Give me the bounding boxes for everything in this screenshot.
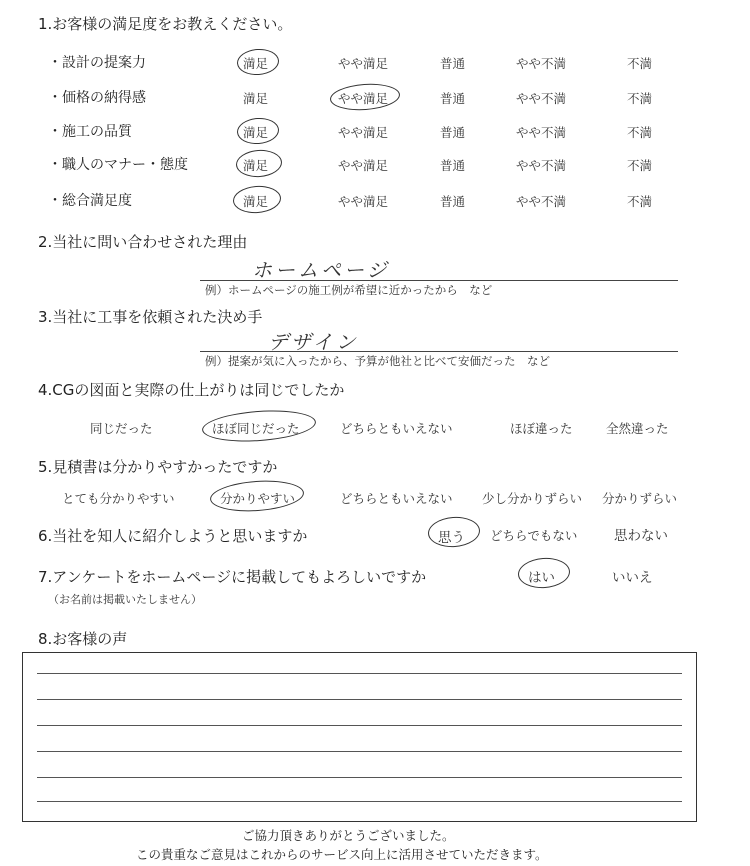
writing-line	[37, 725, 682, 726]
option-somewhat-dissatisfied[interactable]: やや不満	[516, 125, 567, 140]
q5-title: 5.見積書は分かりやすかったですか	[38, 458, 278, 476]
q8-title: 8.お客様の声	[38, 630, 128, 648]
q1-title: 1.お客様の満足度をお教えください。	[38, 15, 293, 33]
option-dissatisfied[interactable]: 不満	[627, 56, 653, 71]
q3-example: 例）提案が気に入ったから、予算が他社と比べて安価だった など	[205, 354, 550, 368]
selection-circle	[236, 48, 280, 77]
option-dissatisfied[interactable]: 不満	[627, 91, 653, 106]
option-satisfied[interactable]: 満足	[243, 125, 269, 140]
option-dissatisfied[interactable]: 不満	[627, 125, 653, 140]
option-somewhat-dissatisfied[interactable]: やや不満	[516, 194, 567, 209]
q6-title: 6.当社を知人に紹介しようと思いますか	[38, 527, 308, 545]
q5-option-hard[interactable]: 分かりずらい	[602, 491, 678, 506]
option-somewhat-satisfied[interactable]: やや満足	[338, 56, 389, 71]
option-dissatisfied[interactable]: 不満	[627, 158, 653, 173]
selection-circle	[517, 556, 571, 590]
option-neutral[interactable]: 普通	[440, 194, 466, 209]
selection-circle	[209, 478, 305, 514]
writing-line	[37, 751, 682, 752]
writing-line	[37, 777, 682, 778]
option-dissatisfied[interactable]: 不満	[627, 194, 653, 209]
writing-line	[37, 673, 682, 674]
q5-option-slightly-hard[interactable]: 少し分かりずらい	[482, 491, 583, 506]
q5-option-undecided[interactable]: どちらともいえない	[340, 491, 453, 506]
option-neutral[interactable]: 普通	[440, 91, 466, 106]
q3-handwritten-answer[interactable]: デザイン	[268, 330, 359, 354]
option-neutral[interactable]: 普通	[440, 125, 466, 140]
q7-option-no[interactable]: いいえ	[612, 570, 653, 586]
selection-circle	[427, 515, 481, 549]
q7-note: （お名前は掲載いたしません）	[48, 593, 202, 606]
selection-circle	[329, 82, 401, 113]
q4-option-totally-different[interactable]: 全然違った	[606, 421, 669, 436]
option-satisfied[interactable]: 満足	[243, 194, 269, 209]
q1-row-label: ・施工の品質	[48, 124, 132, 140]
option-somewhat-satisfied[interactable]: やや満足	[338, 91, 389, 106]
option-satisfied[interactable]: 満足	[243, 158, 269, 173]
q5-option-easy[interactable]: 分かりやすい	[220, 491, 296, 506]
writing-line	[37, 801, 682, 802]
q5-option-very-easy[interactable]: とても分かりやすい	[62, 491, 175, 506]
selection-circle	[236, 117, 280, 146]
option-somewhat-dissatisfied[interactable]: やや不満	[516, 56, 567, 71]
q1-row-label: ・総合満足度	[48, 193, 132, 209]
footer-thanks: ご協力頂きありがとうございました。	[242, 828, 455, 843]
q2-answer-line	[200, 280, 678, 281]
q1-row-label: ・設計の提案力	[48, 55, 146, 71]
q6-option-yes[interactable]: 思う	[438, 530, 465, 546]
footer-message: この貴重なご意見はこれからのサービス向上に活用させていただきます。	[136, 847, 548, 862]
q2-title: 2.当社に問い合わせされた理由	[38, 233, 248, 251]
q1-row-label: ・価格の納得感	[48, 90, 146, 106]
q6-option-neither[interactable]: どちらでもない	[490, 528, 578, 543]
option-somewhat-satisfied[interactable]: やや満足	[338, 125, 389, 140]
q2-example: 例）ホームページの施工例が希望に近かったから など	[205, 283, 493, 297]
q2-handwritten-answer[interactable]: ホームページ	[252, 258, 390, 282]
option-neutral[interactable]: 普通	[440, 158, 466, 173]
q4-option-almost-different[interactable]: ほぼ違った	[510, 421, 573, 436]
selection-circle	[235, 148, 283, 178]
q6-option-no[interactable]: 思わない	[614, 528, 668, 544]
q4-option-almost-same[interactable]: ほぼ同じだった	[212, 421, 300, 436]
option-somewhat-satisfied[interactable]: やや満足	[338, 158, 389, 173]
customer-voice-box[interactable]	[22, 652, 697, 822]
q4-option-undecided[interactable]: どちらともいえない	[340, 421, 453, 436]
q7-title: 7.アンケートをホームページに掲載してもよろしいですか	[38, 568, 427, 586]
selection-circle	[201, 407, 317, 445]
option-somewhat-satisfied[interactable]: やや満足	[338, 194, 389, 209]
q4-option-same[interactable]: 同じだった	[90, 421, 153, 436]
option-somewhat-dissatisfied[interactable]: やや不満	[516, 158, 567, 173]
option-somewhat-dissatisfied[interactable]: やや不満	[516, 91, 567, 106]
q4-title: 4.CGの図面と実際の仕上がりは同じでしたか	[38, 381, 345, 399]
q1-row-label: ・職人のマナー・態度	[48, 157, 188, 173]
option-satisfied[interactable]: 満足	[243, 56, 269, 71]
option-satisfied[interactable]: 満足	[243, 91, 269, 106]
q7-option-yes[interactable]: はい	[528, 570, 555, 586]
q3-answer-line	[200, 351, 678, 352]
q3-title: 3.当社に工事を依頼された決め手	[38, 308, 263, 326]
writing-line	[37, 699, 682, 700]
option-neutral[interactable]: 普通	[440, 56, 466, 71]
selection-circle	[232, 184, 282, 214]
